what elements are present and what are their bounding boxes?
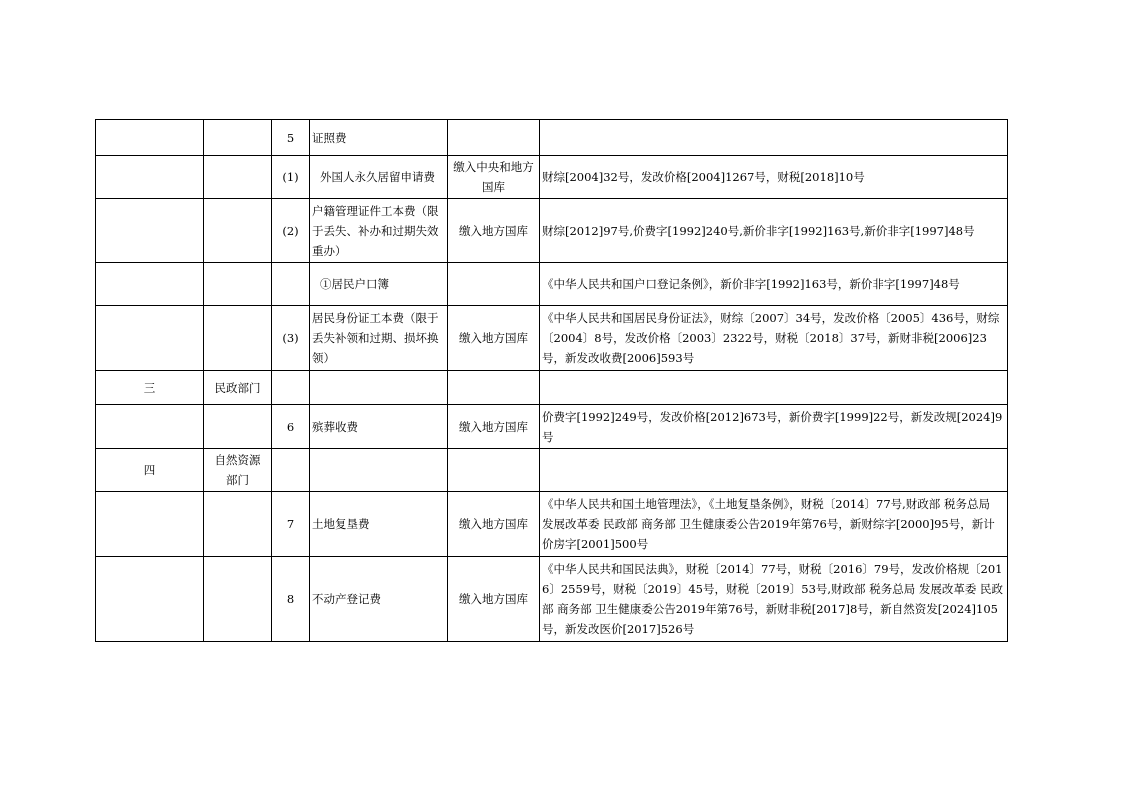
fee-name-text: 土地复垦费 bbox=[312, 517, 370, 531]
item-number-cell bbox=[272, 263, 310, 306]
legal-basis-cell bbox=[540, 306, 1008, 371]
legal-basis-text: 《中华人民共和国居民身份证法》，财综〔2007〕34号，发改价格〔2005〕436号，财综〔2004〕8号，发改价格〔2003〕2322号，财税〔2018〕37号，新财非税[2006]23号，新发改收费[2006]593号 bbox=[542, 311, 1000, 365]
treasury-cell bbox=[448, 492, 540, 557]
item-number-cell bbox=[272, 371, 310, 405]
legal-basis-cell bbox=[540, 449, 1008, 492]
legal-basis-text: 财综[2012]97号,价费字[1992]240号,新价非字[1992]163号,新价非字[1997]48号 bbox=[542, 223, 975, 238]
table-row bbox=[96, 199, 1008, 263]
treasury-text: 缴入中央和地方国库 bbox=[453, 160, 534, 194]
legal-basis-cell bbox=[540, 405, 1008, 449]
legal-basis-text: 《中华人民共和国户口登记条例》，新价非字[1992]163号，新价非字[1997]48号 bbox=[542, 277, 960, 291]
table-row bbox=[96, 449, 1008, 492]
treasury-cell bbox=[448, 120, 540, 156]
table-row bbox=[96, 492, 1008, 557]
department-cell: 民政部门 bbox=[204, 371, 272, 405]
legal-basis-text: 《中华人民共和国民法典》，财税〔2014〕77号，财税〔2016〕79号，发改价格规〔2016〕2559号，财税〔2019〕45号，财税〔2019〕53号,财政部 税务总局 发展改革委 民政部 商务部 卫生健康委公告2019年第76号，新财非税[2017]8号，新自然资发[2024]105号，新发改医价[2017]526号 bbox=[542, 562, 1004, 636]
legal-basis-cell bbox=[540, 156, 1008, 199]
legal-basis-text: 《中华人民共和国土地管理法》，《土地复垦条例》，财税〔2014〕77号,财政部 税务总局 发展改革委 民政部 商务部 卫生健康委公告2019年第76号，新财综字[2000]95号，新计价房字[2001]500号 bbox=[542, 497, 995, 551]
treasury-cell bbox=[448, 405, 540, 449]
fee-name-text: 殡葬收费 bbox=[312, 419, 358, 434]
treasury-cell bbox=[448, 306, 540, 371]
item-number-cell: 8 bbox=[272, 557, 310, 642]
department-cell bbox=[204, 199, 272, 263]
treasury-cell bbox=[448, 199, 540, 263]
item-number-cell: 5 bbox=[272, 120, 310, 156]
fee-name-cell bbox=[310, 306, 448, 371]
treasury-text: 缴入地方国库 bbox=[459, 419, 528, 434]
table-row bbox=[96, 263, 1008, 306]
department-cell bbox=[204, 449, 272, 492]
category-number-cell bbox=[96, 306, 204, 371]
fee-name-cell bbox=[310, 405, 448, 449]
treasury-cell bbox=[448, 156, 540, 199]
fee-name-text: 不动产登记费 bbox=[312, 592, 381, 606]
legal-basis-cell bbox=[540, 371, 1008, 405]
treasury-cell bbox=[448, 449, 540, 492]
category-number-cell bbox=[96, 199, 204, 263]
department-cell bbox=[204, 557, 272, 642]
table-row bbox=[96, 156, 1008, 199]
department-cell bbox=[204, 263, 272, 306]
legal-basis-text: 价费字[1992]249号，发改价格[2012]673号，新价费字[1999]22号，新发改规[2024]9号 bbox=[542, 409, 1003, 444]
table-row bbox=[96, 405, 1008, 449]
legal-basis-text: 财综[2004]32号，发改价格[2004]1267号，财税[2018]10号 bbox=[542, 170, 865, 184]
item-number-cell: (2) bbox=[272, 199, 310, 263]
fee-name-cell bbox=[310, 449, 448, 492]
treasury-cell bbox=[448, 371, 540, 405]
department-cell bbox=[204, 405, 272, 449]
fee-name-cell bbox=[310, 156, 448, 199]
table-row bbox=[96, 557, 1008, 642]
department-cell bbox=[204, 306, 272, 371]
fee-table bbox=[95, 119, 1008, 642]
fee-name-text: 外国人永久居留申请费 bbox=[320, 170, 435, 184]
fee-name-cell: 证照费 bbox=[310, 120, 448, 156]
department-cell bbox=[204, 156, 272, 199]
fee-name-cell bbox=[310, 492, 448, 557]
item-number-cell: 7 bbox=[272, 492, 310, 557]
treasury-cell bbox=[448, 557, 540, 642]
item-number-cell: (1) bbox=[272, 156, 310, 199]
treasury-text: 缴入地方国库 bbox=[459, 223, 528, 238]
table-row bbox=[96, 371, 1008, 405]
category-number-cell bbox=[96, 120, 204, 156]
legal-basis-cell bbox=[540, 492, 1008, 557]
legal-basis-cell bbox=[540, 199, 1008, 263]
category-number-cell bbox=[96, 405, 204, 449]
fee-name-cell bbox=[310, 557, 448, 642]
item-number-cell: (3) bbox=[272, 306, 310, 371]
department-cell bbox=[204, 120, 272, 156]
fee-name-cell bbox=[310, 263, 448, 306]
treasury-text: 缴入地方国库 bbox=[459, 331, 528, 345]
category-number-cell: 三 bbox=[96, 371, 204, 405]
category-number-cell bbox=[96, 492, 204, 557]
fee-name-text: 居民身份证工本费（限于丢失补领和过期、损坏换领） bbox=[312, 311, 439, 365]
table-row bbox=[96, 306, 1008, 371]
fee-name-text: ①居民户口簿 bbox=[320, 277, 389, 291]
department-text: 自然资源部门 bbox=[214, 453, 261, 487]
treasury-text: 缴入地方国库 bbox=[459, 517, 528, 531]
legal-basis-cell bbox=[540, 557, 1008, 642]
fee-name-text: 户籍管理证件工本费（限于丢失、补办和过期失效重办） bbox=[312, 203, 439, 258]
department-cell bbox=[204, 492, 272, 557]
treasury-cell bbox=[448, 263, 540, 306]
fee-name-cell bbox=[310, 199, 448, 263]
fee-name-cell bbox=[310, 371, 448, 405]
category-number-cell: 四 bbox=[96, 449, 204, 492]
item-number-cell: 6 bbox=[272, 405, 310, 449]
item-number-cell bbox=[272, 449, 310, 492]
legal-basis-cell bbox=[540, 263, 1008, 306]
category-number-cell bbox=[96, 156, 204, 199]
table-row bbox=[96, 120, 1008, 156]
legal-basis-cell bbox=[540, 120, 1008, 156]
treasury-text: 缴入地方国库 bbox=[459, 592, 528, 606]
category-number-cell bbox=[96, 557, 204, 642]
category-number-cell bbox=[96, 263, 204, 306]
